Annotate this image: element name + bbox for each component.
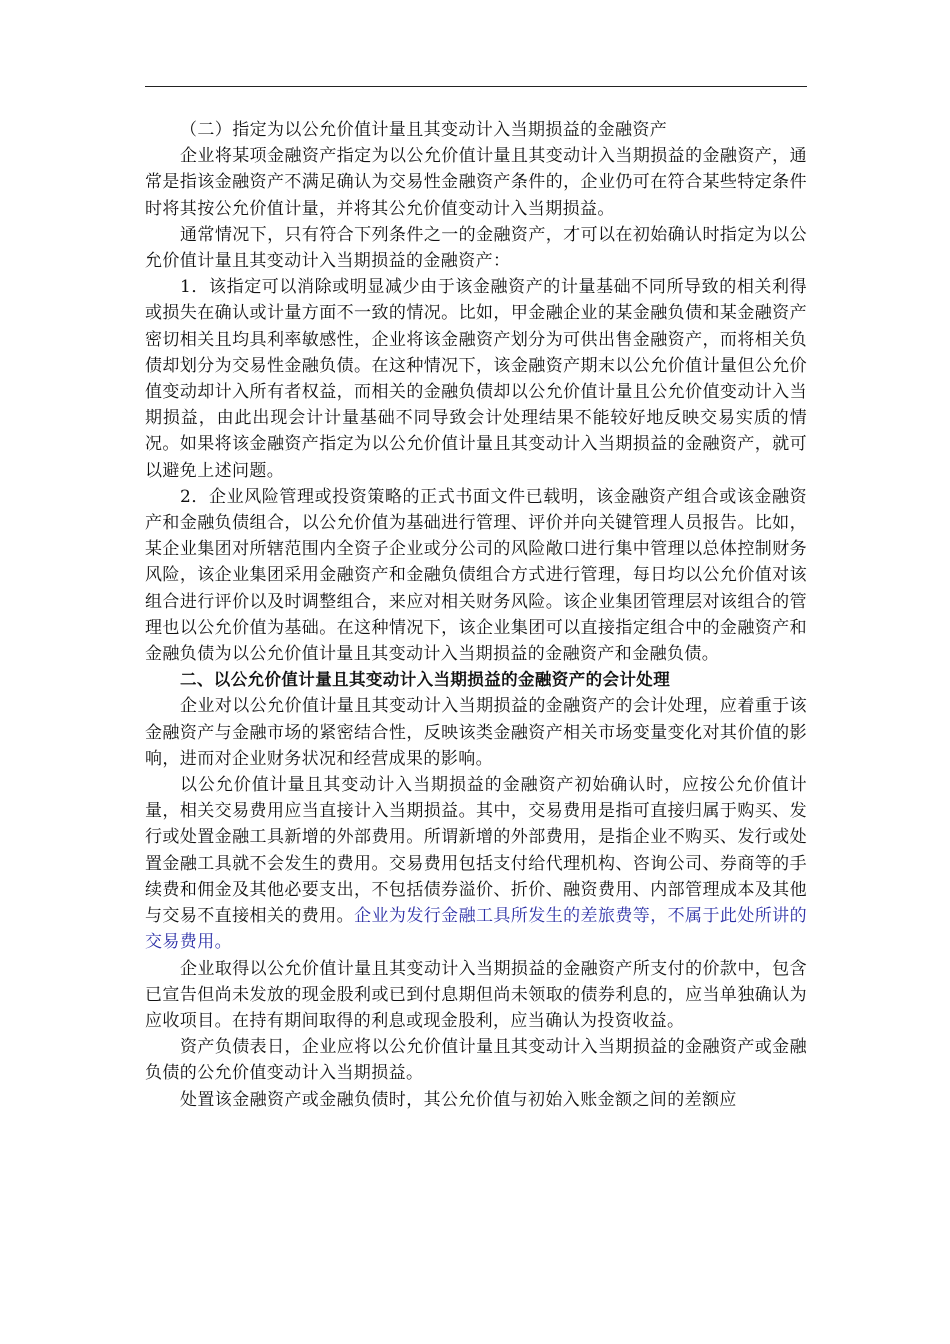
paragraph-text: 以公允价值计量且其变动计入当期损益的金融资产初始确认时，应按公允价值计量，相关交易费用应当直接计入当期损益。其中，交易费用是指可直接归属于购买、发行或处置金融工具新增的外部费用。所谓新增的外部费用，是指企业不购买、发行或处置金融工具就不会发生的费用。交易费用包括支付给代理机构、咨询公司、券商等的手续费和佣金及其他必要支出，不包括债券溢价、折价、融资费用、内部管理成本及其他与交易不直接相关的费用。 xyxy=(145,775,807,927)
list-item-2: 2．企业风险管理或投资策略的正式书面文件已载明，该金融资产组合或该金融资产和金融负债组合，以公允价值为基础进行管理、评价并向关键管理人员报告。比如，某企业集团对所辖范围内全资子企业或分公司的风险敞口进行集中管理以总体控制财务风险，该企业集团采用金融资产和金融负债组合方式进行管理，每日均以公允价值对该组合进行评价以及时调整组合，来应对相关财务风险。该企业集团管理层对该组合的管理也以公允价值为基础。在这种情况下，该企业集团可以直接指定组合中的金融资产和金融负债为以公允价值计量且其变动计入当期损益的金融资产和金融负债。 xyxy=(145,486,807,665)
section-subtitle: （二）指定为以公允价值计量且其变动计入当期损益的金融资产 xyxy=(180,120,668,140)
list-item-1: 1．该指定可以消除或明显减少由于该金融资产的计量基础不同所导致的相关利得或损失在确认或计量方面不一致的情况。比如，甲金融企业的某金融负债和某金融资产密切相关且均具利率敏感性，企业将该金融资产划分为可供出售金融资产，而将相关负债却划分为交易性金融负债。在这种情况下，该金融资产期末以公允价值计量但公允价值变动却计入所有者权益，而相关的金融负债却以公允价值计量且公允价值变动计入当期损益，由此出现会计计量基础不同导致会计处理结果不能较好地反映交易实质的情况。如果将该金融资产指定为以公允价值计量且其变动计入当期损益的金融资产，就可以避免上述问题。 xyxy=(145,277,807,481)
paragraph: 通常情况下，只有符合下列条件之一的金融资产，才可以在初始确认时指定为以公允价值计量且其变动计入当期损益的金融资产： xyxy=(145,224,807,272)
highlighted-text: 企业为发行金融工具所发生的差旅费等，不属于此处所讲的交易费用。 xyxy=(145,906,807,953)
header-rule xyxy=(145,86,807,87)
paragraph: 处置该金融资产或金融负债时，其公允价值与初始入账金额之间的差额应 xyxy=(180,1089,737,1110)
document-body xyxy=(145,117,807,1113)
section-heading: 二、以公允价值计量且其变动计入当期损益的金融资产的会计处理 xyxy=(180,670,671,690)
paragraph: 企业对以公允价值计量且其变动计入当期损益的金融资产的会计处理，应着重于该金融资产与金融市场的紧密结合性，反映该类金融资产相关市场变量变化对其价值的影响，进而对企业财务状况和经营成果的影响。 xyxy=(145,696,807,769)
paragraph: 企业取得以公允价值计量且其变动计入当期损益的金融资产所支付的价款中，包含已宣告但尚未发放的现金股利或已到付息期但尚未领取的债券利息的，应当单独确认为应收项目。在持有期间取得的利息或现金股利，应当确认为投资收益。 xyxy=(145,958,807,1031)
paragraph xyxy=(145,772,807,955)
paragraph: 企业将某项金融资产指定为以公允价值计量且其变动计入当期损益的金融资产，通常是指该金融资产不满足确认为交易性金融资产条件的，企业仍可在符合某些特定条件时将其按公允价值计量，并将其公允价值变动计入当期损益。 xyxy=(145,146,807,219)
paragraph: 资产负债表日，企业应将以公允价值计量且其变动计入当期损益的金融资产或金融负债的公允价值变动计入当期损益。 xyxy=(145,1037,807,1084)
